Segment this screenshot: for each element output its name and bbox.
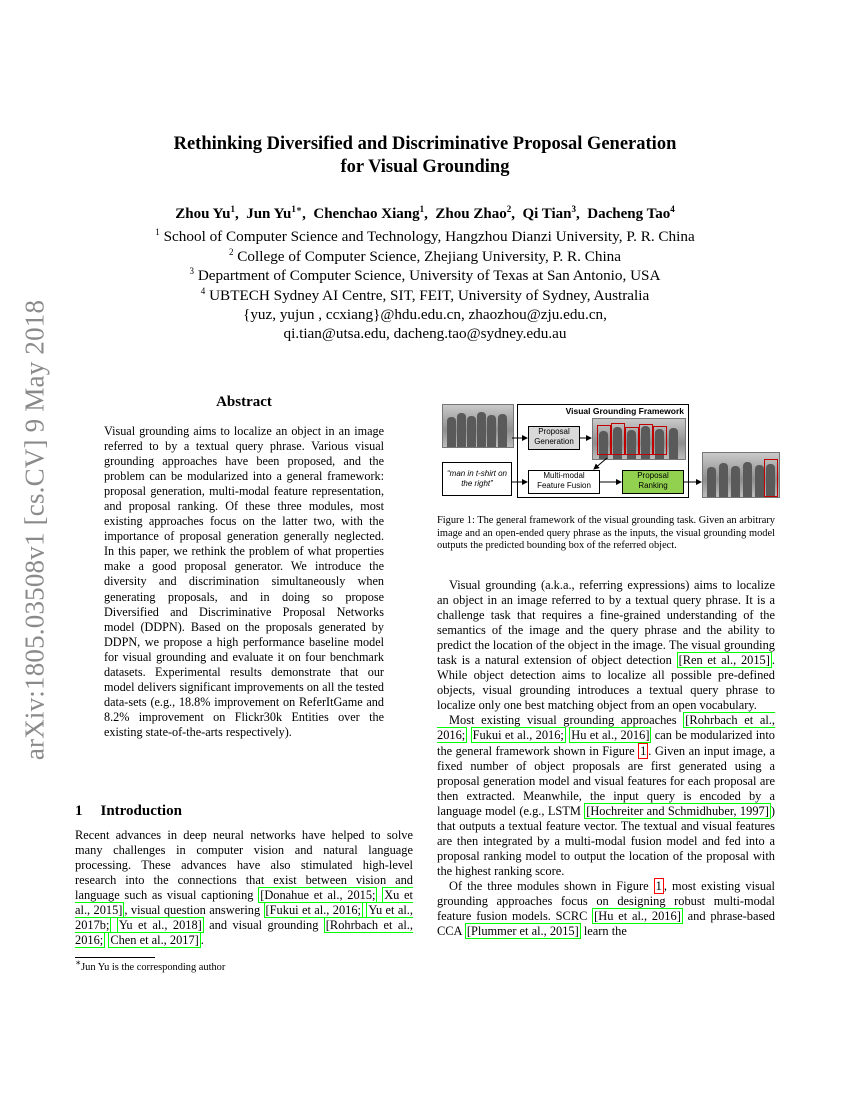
citation-link[interactable]: [Plummer et al., 2015] [466, 924, 579, 939]
citation-link[interactable]: [Donahue et al., 2015; [260, 888, 376, 903]
citation-link[interactable]: [Fukui et al., 2016; [265, 903, 361, 918]
citation-link[interactable]: Yu et al., 2017b; [75, 903, 413, 933]
citation-link[interactable]: [Ren et al., 2015] [678, 653, 770, 668]
citation-link[interactable]: Fukui et al., 2016; [472, 728, 564, 743]
figure-1 [442, 404, 780, 504]
citation-link[interactable]: Chen et al., 2017] [110, 933, 199, 948]
citation-link[interactable]: [Rohrbach et al., 2016; [437, 713, 775, 743]
footnote-rule [75, 957, 155, 958]
figure-arrows [442, 404, 780, 504]
author: Chenchao Xiang$^1$ [313, 204, 425, 222]
title-line-2: for Visual Grounding [340, 157, 510, 177]
paragraph: Visual grounding (a.k.a., referring expressions) aims to localize an object in an image referred to by a textual query phrase. It is a challenge task that requires a fine-grained understanding of the semantics of the image and the query phrase and the ability to predict the location of the object in the image. The visual grounding task is a natural extension of object detection [Ren et al., 2015] . While object detection aims to localize all possible pre-defined objects, visual grounding introduces a textual query phrase to localize only one best matching object from an open vocabulary. [437, 578, 775, 713]
abstract-heading: Abstract [216, 394, 272, 410]
citation-link[interactable]: Hu et al., 2016] [571, 728, 650, 743]
title-line-1: Rethinking Diversified and Discriminative Proposal Generation [173, 134, 677, 154]
footnote: ∗Jun Yu is the corresponding author [75, 957, 226, 973]
affiliation: $^1$ School of Computer Science and Technology, Hangzhou Dianzi University, P. R. China [155, 226, 695, 245]
affiliation: $^2$ College of Computer Science, Zhejiang University, P. R. China [229, 246, 621, 265]
arxiv-stamp [14, 290, 56, 770]
author: Zhou Yu$^1$ [175, 204, 235, 222]
emails-line-1: {yuz, yujun , ccxiang}@hdu.edu.cn, zhaozhou@zju.edu.cn, [243, 306, 607, 323]
intro-paragraph: Recent advances in deep neural networks have helped to solve many challenges in computer vision and natural language processing. These advances have also stimulated high-level research into the connections that exist between vision and language such as visual captioning [Donahue et al., 2015; Xu et al., 2015] , visual question answering [Fukui et al., 2016; Yu et al., 2017b; Yu et al., 2018] and visual grounding [Rohrbach et al., 2016; Chen et al., 2017] . [75, 828, 413, 948]
abstract-body: Visual grounding aims to localize an object in an image referred to by a textual query phrase. Various visual grounding approaches have been proposed, and the problem can be modularized into a general framework: proposal generation, multi-modal feature representation, and proposal ranking. Of these three modules, most existing approaches focus on the latter two, with the importance of proposal generation generally neglected. In this paper, we rethink the problem of what properties make a good proposal generator. We introduce the diversity and discrimination simultaneously when generating proposals, and in doing so propose Diversified and Discriminative Proposal Networks model (DDPN). Based on the proposals generated by DDPN, we propose a high performance baseline model for visual grounding and evaluate it on four benchmark datasets. Experimental results demonstrate that our model delivers significant improvements on all the tested data-sets (e.g., 18.8% improvement on ReferItGame and 8.2% improvement on Flickr30k Entities over the existing state-of-the-arts respectively). [104, 424, 384, 739]
figure-ref-link[interactable]: 1 [655, 878, 662, 893]
author-list: Zhou Yu$^1$, Jun $Yu^{1∗}$, Chenchao Xiang$^1$, Zhou Zhao$^2$, Qi Tian$^3$, Dacheng Tao$^4$ [175, 204, 675, 222]
figure-caption: Figure 1: The general framework of the visual grounding task. Given an arbitrary image and an open-ended query phrase as the inputs, the visual grounding model outputs the predicted bounding box of the referred object. [437, 515, 775, 552]
affiliation: $^3$ Department of Computer Science, University of Texas at San Antonio, USA [189, 265, 661, 284]
author: Dacheng Tao$^4$ [587, 204, 675, 222]
feature-fusion-box: Multi-modal Feature Fusion [528, 470, 600, 494]
proposal-ranking-box: Proposal Ranking [622, 470, 684, 494]
author: Qi Tian$^3$ [522, 204, 577, 222]
right-column [437, 578, 775, 939]
paragraph: Most existing visual grounding approaches [Rohrbach et al., 2016; Fukui et al., 2016; Hu et al., 2016] can be modularized into the general framework shown in Figure 1 . Given an input image, a fixed number of object proposals are first generated using a proposal generation model and visual features for each proposal are then extracted. Meanwhile, the input query is encoded by a language model (e.g., LSTM [Hochreiter and Schmidhuber, 1997] ) that outputs a textual feature vector. The textual and visual features are then integrated by a multi-modal fusion model and fed into a proposal ranking model to output the location of the proposal with the highest ranking score. [437, 713, 775, 878]
author: Zhou Zhao$^2$ [435, 204, 512, 222]
section-title: Introduction [100, 803, 182, 819]
section-heading [75, 803, 182, 820]
figure-ref-link[interactable]: 1 [640, 743, 647, 758]
author: Jun $Yu^{1∗}$ [246, 204, 303, 222]
citation-link[interactable]: [Hochreiter and Schmidhuber, 1997] [586, 803, 769, 818]
arxiv-stamp-text: arXiv:1805.03508v1 [cs.CV] 9 May 2018 [19, 299, 50, 761]
citation-link[interactable]: [Rohrbach et al., 2016; [75, 918, 413, 948]
emails-line-2: qi.tian@utsa.edu, dacheng.tao@sydney.edu.au [283, 325, 567, 342]
citation-link[interactable]: Xu et al., 2015] [75, 888, 413, 918]
paragraph: Of the three modules shown in Figure 1 , most existing visual grounding approaches focus on designing robust multi-modal feature fusion models. SCRC [Hu et al., 2016] and phrase-based CCA [Plummer et al., 2015] learn the [437, 878, 775, 939]
paper-title [75, 133, 775, 179]
proposal-generation-box: Proposal Generation [528, 426, 580, 450]
citation-link[interactable]: [Hu et al., 2016] [594, 909, 681, 924]
affiliation: $^4$ UBTECH Sydney AI Centre, SIT, FEIT, University of Sydney, Australia [200, 285, 650, 304]
citation-link[interactable]: Yu et al., 2018] [118, 918, 202, 933]
query-phrase-box: “man in t-shirt on the right” [442, 462, 512, 496]
framework-title: Visual Grounding Framework [565, 406, 684, 416]
section-number: 1 [75, 803, 83, 819]
